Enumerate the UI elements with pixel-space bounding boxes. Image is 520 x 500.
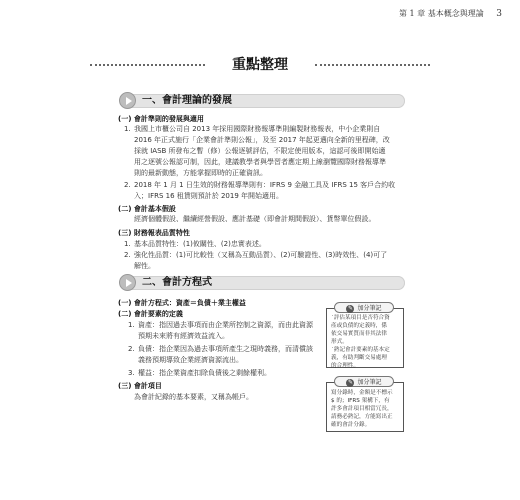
paragraph bbox=[134, 250, 404, 272]
text-line: 強化性品質：(1)可比較性（又稱為互動品質）、(2)可驗證性、(3)時效性、(4)可了 bbox=[134, 251, 388, 259]
title-row bbox=[90, 52, 430, 76]
text-line: $ 的；IFRS 架構下，有 bbox=[331, 398, 390, 404]
text-line: 許多會計項目相當冗長， bbox=[331, 406, 393, 412]
paragraph: 基本品質特性：(1)攸關性、(2)忠實表述。 bbox=[134, 240, 266, 248]
play-icon bbox=[119, 92, 136, 109]
side-note-title: 加分筆記 bbox=[357, 305, 382, 312]
text-line: 確的會計分錄。 bbox=[331, 422, 371, 428]
text-line: 用之逐號公報認可制，因此，建議教學者與學習者應定期上線瀏覽國際財務報導準 bbox=[134, 158, 386, 166]
text-line: 的合理性。 bbox=[331, 363, 359, 369]
text-line: 依交易實質而非其法律 bbox=[331, 331, 387, 337]
text-line: ˙熟記會計要素的基本定 bbox=[331, 347, 390, 353]
item-number: 1. bbox=[124, 125, 131, 133]
item-number: 1. bbox=[124, 240, 131, 248]
subheading: (二) 會計要素的定義 bbox=[118, 310, 183, 318]
text-line: 預期未來將有經濟效益流入。 bbox=[138, 332, 229, 340]
title-dots-right bbox=[315, 64, 430, 66]
paragraph: 權益：指企業資產扣除負債後之剩餘權利。 bbox=[138, 369, 271, 377]
item-number: 3. bbox=[128, 369, 135, 377]
page-number: 3 bbox=[496, 9, 502, 19]
text-line: 入；IFRS 16 租賃則預計於 2019 年開始適用。 bbox=[134, 192, 284, 200]
paragraph: 為會計紀錄的基本要素，又稱為帳戶。 bbox=[134, 393, 253, 401]
subheading: (二) 會計基本假設 bbox=[118, 205, 176, 213]
section-title: 一、會計理論的發展 bbox=[142, 95, 232, 106]
paragraph: 經濟個體假設、繼續經營假設、應計基礎（即會計期間假設）、貨幣單位假設。 bbox=[134, 215, 376, 223]
page-title: 重點整理 bbox=[232, 57, 288, 73]
subheading: (一) 會計方程式：資產＝負債＋業主權益 bbox=[118, 299, 246, 307]
text-line: 2016 年正式施行「企業會計準則公報」，及至 2017 年起更邁向全新的里程碑，改 bbox=[134, 136, 390, 144]
subheading: (一) 會計準則的發展與適用 bbox=[118, 115, 204, 123]
running-header bbox=[399, 8, 502, 19]
side-note-header bbox=[334, 302, 394, 313]
text-line: 義務預期導致企業經濟資源流出。 bbox=[138, 356, 243, 364]
text-line: 採就 IASB 所發布之暫（修）公報逐號評估，不限定使用版本，這認可後即開始適 bbox=[134, 147, 386, 155]
item-number: 2. bbox=[128, 345, 135, 353]
side-note-header bbox=[334, 376, 394, 387]
subheading: (三) 財務報表品質特性 bbox=[118, 229, 190, 237]
text-line: 請務必熟記，方能寫出正 bbox=[331, 414, 393, 420]
pencil-icon: ✎ bbox=[347, 304, 353, 312]
side-note-text bbox=[331, 314, 401, 370]
text-line: 義，有助判斷交易處理 bbox=[331, 355, 387, 361]
pencil-icon: ✎ bbox=[347, 378, 353, 386]
text-line: 2018 年 1 月 1 日生效的財務報導準則有：IFRS 9 金融工具及 IFRS 15 客戶合約收 bbox=[134, 181, 396, 189]
side-note-title: 加分筆記 bbox=[357, 379, 382, 386]
item-number: 1. bbox=[128, 321, 135, 329]
text-line: 形式。 bbox=[331, 339, 348, 345]
text-line: 則的最新動態，方能掌握即時的正確資訊。 bbox=[134, 169, 267, 177]
item-number: 2. bbox=[124, 181, 131, 189]
paragraph bbox=[134, 180, 404, 202]
paragraph bbox=[138, 344, 318, 366]
side-note-text bbox=[331, 389, 401, 429]
chapter-title: 第 1 章 基本概念與理論 bbox=[399, 9, 484, 18]
text-line: 解性。 bbox=[134, 262, 155, 270]
text-line: 負債：指企業因為過去事項所產生之現時義務，而清償該 bbox=[138, 345, 313, 353]
item-number: 2. bbox=[124, 251, 131, 259]
text-line: 我國上市櫃公司自 2013 年採用國際財務報導準則編製財務報表，中小企業則自 bbox=[134, 125, 381, 133]
text-line: 寫分錄時，金額是不標示 bbox=[331, 390, 393, 396]
paragraph bbox=[138, 320, 318, 342]
section-title: 二、會計方程式 bbox=[142, 277, 212, 288]
play-icon bbox=[119, 274, 136, 291]
subheading: (三) 會計項目 bbox=[118, 382, 162, 390]
text-line: ˙評估某項目是否符合資 bbox=[331, 315, 390, 321]
section-heading-1 bbox=[120, 94, 405, 108]
text-line: 資產：指因過去事項而由企業所控制之資源，而由此資源 bbox=[138, 321, 313, 329]
paragraph bbox=[134, 124, 404, 179]
text-line: 產或負債的定義時，係 bbox=[331, 323, 387, 329]
section-heading-2 bbox=[120, 276, 405, 290]
